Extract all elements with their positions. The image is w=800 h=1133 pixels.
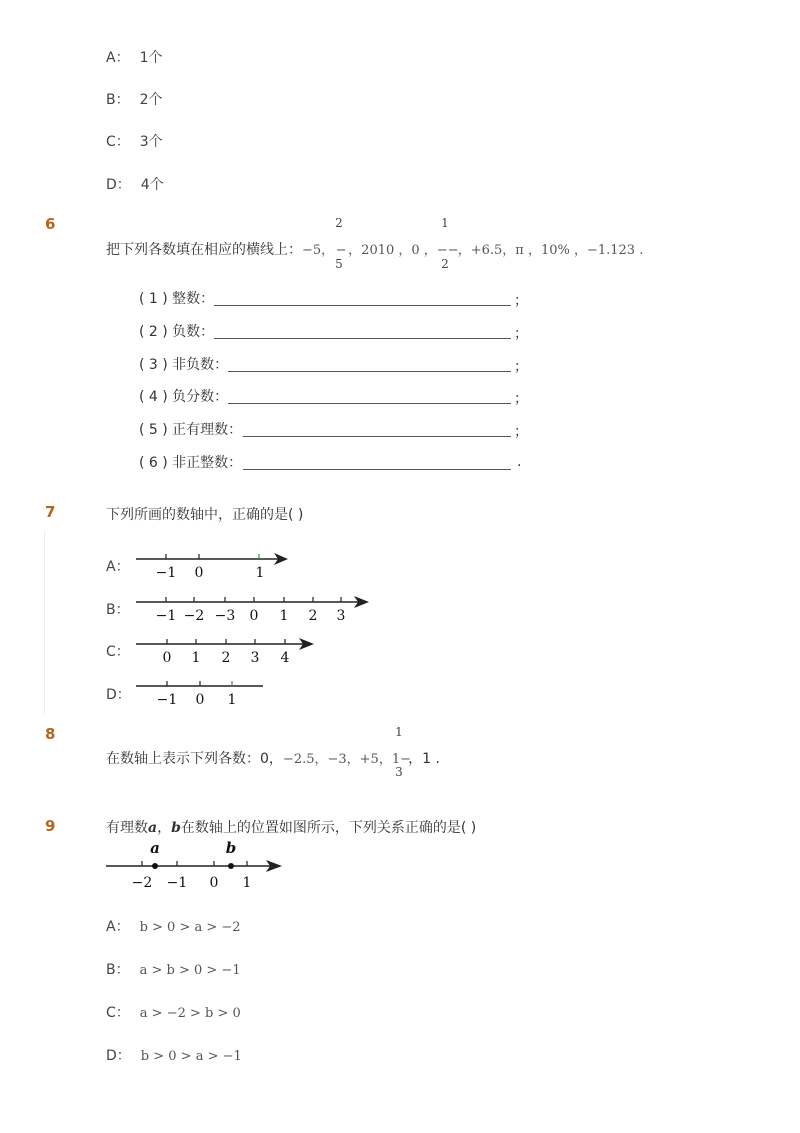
q6-frac2-bar: −: [447, 243, 459, 258]
q6-numbers-3: ，+6.5，π ，10% ，−1.123 .: [457, 243, 644, 258]
q6-item-label: ( 4 ) 负分数：: [139, 389, 229, 405]
q7-option-a-numberline[interactable]: [134, 548, 294, 580]
q6-item-end: ；: [514, 424, 528, 440]
option-letter: D：: [106, 177, 131, 193]
q6-blank-4[interactable]: [228, 403, 511, 404]
tick-label: 0: [195, 692, 205, 708]
q6-item-end: ；: [514, 326, 528, 342]
option-text: b > 0 > a > −2: [139, 920, 241, 935]
tick-label: 0: [162, 650, 172, 665]
option-letter: B：: [106, 962, 130, 978]
tick-label: 2: [308, 608, 318, 623]
question-number-9: 9: [45, 817, 56, 835]
q8-frac-numerator: 1: [395, 725, 403, 739]
q6-frac1-bar: −: [335, 243, 347, 258]
q6-frac1-denominator: 5: [335, 257, 343, 271]
q5-option-a[interactable]: [106, 47, 163, 67]
question-number-7: 7: [45, 503, 56, 521]
q8-stem-prefix: 在数轴上表示下列各数：0，: [106, 751, 283, 767]
option-text: 4个: [140, 177, 164, 193]
point-a-dot: [152, 863, 158, 869]
q6-item-end: ；: [514, 391, 528, 407]
q6-item-1: [139, 288, 214, 308]
q6-frac2-numerator: 1: [441, 216, 449, 230]
q6-stem-prefix: 把下列各数填在相应的横线上：: [106, 242, 302, 258]
tick-label: 0: [209, 875, 219, 891]
option-text: a > b > 0 > −1: [139, 963, 241, 978]
option-letter: A：: [106, 919, 130, 935]
q9-option-a[interactable]: [106, 916, 241, 936]
tick-label: 3: [250, 650, 260, 665]
option-text: 3个: [139, 134, 163, 150]
option-text: 1个: [139, 50, 163, 66]
tick-label: −3: [214, 608, 236, 623]
tick-label: 0: [249, 608, 259, 623]
q8-frac-denominator: 3: [395, 765, 403, 779]
q6-item-label: ( 5 ) 正有理数：: [139, 422, 243, 438]
tick-label: 1: [227, 692, 237, 708]
q6-item-label: ( 6 ) 非正整数：: [139, 455, 243, 471]
option-letter: C：: [106, 134, 130, 150]
q6-item-5: [139, 419, 242, 439]
q9-stem-prefix: 有理数: [106, 820, 148, 836]
point-a-label: a: [150, 839, 160, 857]
q9-stem: [106, 817, 476, 837]
q6-item-end: ；: [514, 359, 528, 375]
q7-option-d-letter[interactable]: D：: [106, 687, 131, 703]
option-letter: D：: [106, 1048, 131, 1064]
q9-var-a: a: [148, 820, 158, 836]
q9-var-b: b: [171, 820, 181, 836]
q8-stem-numbers: −2.5，−3，+5，1: [282, 752, 401, 767]
q8-stem-end: ，1 .: [408, 751, 440, 767]
q7-option-d-numberline[interactable]: [134, 676, 274, 708]
q8-frac-bar: −: [400, 752, 411, 767]
tick-label: −1: [156, 692, 178, 708]
q6-item-label: ( 1 ) 整数：: [139, 291, 215, 307]
question-number-8: 8: [45, 725, 56, 743]
tick-label: 1: [279, 608, 289, 623]
q6-frac2-denominator: 2: [441, 257, 449, 271]
q6-frac1-numerator: 2: [335, 216, 343, 230]
option-letter: A：: [106, 50, 130, 66]
option-text: a > −2 > b > 0: [139, 1006, 241, 1021]
point-b-dot: [228, 863, 234, 869]
q6-stem: [106, 239, 643, 259]
q7-option-b-letter[interactable]: B：: [106, 602, 130, 618]
tick-label: −1: [155, 608, 177, 623]
q6-item-end: ；: [514, 293, 528, 309]
question-number-6: 6: [45, 215, 56, 233]
q7-option-a-letter[interactable]: A：: [106, 559, 130, 575]
tick-label: 0: [194, 565, 204, 580]
q6-blank-3[interactable]: [228, 371, 511, 372]
tick-label: −2: [131, 875, 153, 891]
option-letter: C：: [106, 1005, 130, 1021]
divider: [44, 530, 45, 715]
q6-item-4: [139, 386, 228, 406]
q6-item-3: [139, 354, 228, 374]
q7-stem: 下列所画的数轴中，正确的是( ): [106, 507, 304, 523]
q5-option-b[interactable]: [106, 89, 163, 109]
q6-item-label: ( 3 ) 非负数：: [139, 357, 229, 373]
tick-label: 1: [255, 565, 265, 580]
tick-label: −1: [155, 565, 177, 580]
q9-stem-sep: ，: [157, 820, 172, 836]
q9-numberline-figure: [104, 838, 289, 892]
q5-option-c[interactable]: [106, 131, 163, 151]
q6-blank-1[interactable]: [214, 305, 511, 306]
tick-label: 2: [221, 650, 231, 665]
tick-label: 4: [280, 650, 290, 665]
q6-item-2: [139, 321, 214, 341]
q6-blank-2[interactable]: [214, 338, 511, 339]
tick-label: −1: [166, 875, 188, 891]
q7-option-b-numberline[interactable]: [134, 591, 374, 623]
point-b-label: b: [225, 839, 237, 857]
tick-label: 1: [242, 875, 252, 891]
q6-item-6: [139, 452, 242, 472]
q6-item-label: ( 2 ) 负数：: [139, 324, 215, 340]
q9-stem-suffix: 在数轴上的位置如图所示，下列关系正确的是( ): [180, 820, 477, 836]
q6-numbers-1: −5，: [302, 243, 335, 258]
q6-item-end: .: [517, 454, 522, 470]
q6-blank-5[interactable]: [243, 436, 511, 437]
q7-option-c-numberline[interactable]: [134, 633, 324, 665]
q8-stem: [106, 748, 440, 768]
tick-label: −2: [183, 608, 205, 623]
q7-option-c-letter[interactable]: C：: [106, 644, 130, 660]
option-text: 2个: [139, 92, 163, 108]
option-text: b > 0 > a > −1: [140, 1049, 242, 1064]
q6-frac2-prefix: −: [436, 243, 448, 258]
tick-label: 1: [191, 650, 201, 665]
q5-option-d[interactable]: [106, 174, 164, 194]
q9-option-c[interactable]: [106, 1002, 241, 1022]
option-letter: B：: [106, 92, 130, 108]
q6-blank-6[interactable]: [243, 469, 511, 470]
q6-numbers-2: ，2010 ，0 ，: [348, 243, 437, 258]
tick-label: 3: [336, 608, 346, 623]
q9-option-d[interactable]: [106, 1045, 242, 1065]
q9-option-b[interactable]: [106, 959, 241, 979]
